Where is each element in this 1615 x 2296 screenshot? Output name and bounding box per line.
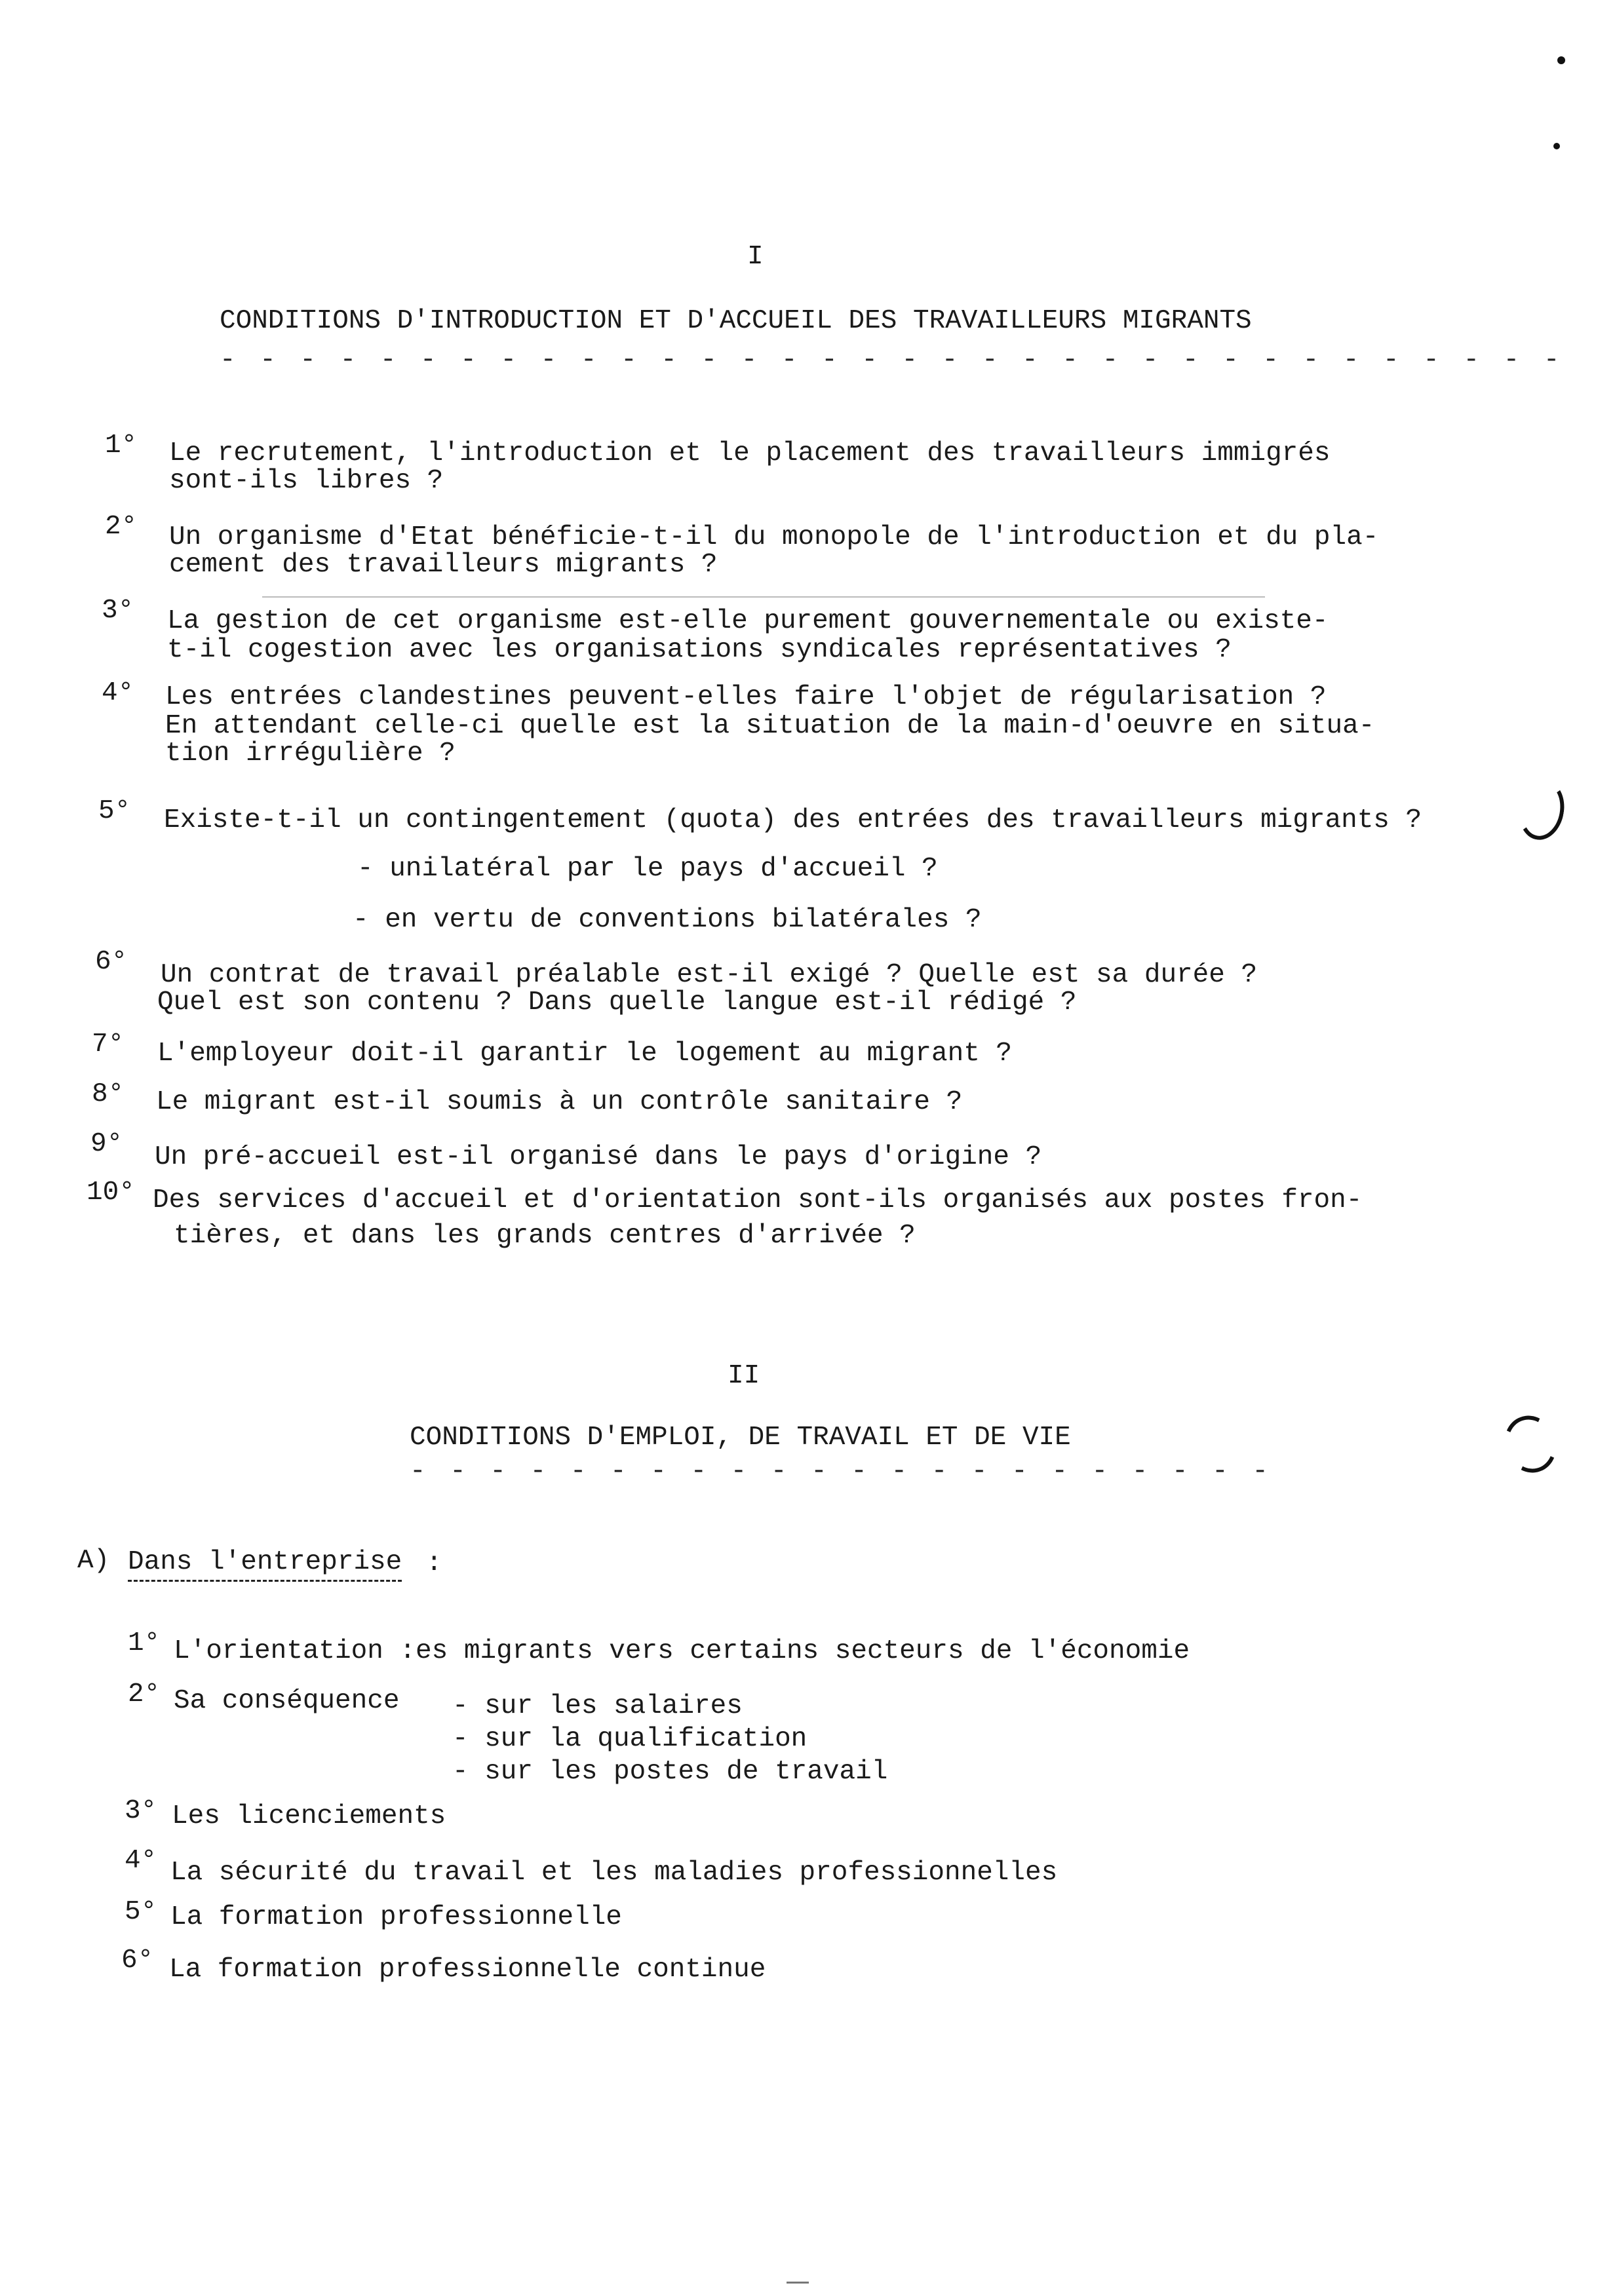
item-text-line: La sécurité du travail et les maladies professionnelles	[170, 1858, 1058, 1888]
item-text-line: L'orientation :es migrants vers certains secteurs de l'économie	[174, 1636, 1190, 1666]
item-text-line: En attendant celle-ci quelle est la situation de la main-d'oeuvre en situa-	[165, 711, 1375, 741]
item-text-line: La formation professionnelle continue	[169, 1955, 766, 1985]
scan-speck	[1557, 56, 1565, 64]
item-text-line: Existe-t-il un contingentement (quota) des entrées des travailleurs migrants ?	[164, 805, 1422, 835]
item-sub-line: - unilatéral par le pays d'accueil ?	[357, 854, 938, 884]
item-text-line: sont-ils libres ?	[169, 466, 444, 496]
item-number: 10°	[87, 1177, 135, 1208]
item-sub-line: - en vertu de conventions bilatérales ?	[353, 905, 982, 935]
subsection-colon: :	[426, 1548, 442, 1578]
item-number: 6°	[95, 947, 128, 977]
faint-bleed-line	[262, 596, 1265, 598]
section-1-heading-dashes: - - - - - - - - - - - - - - - - - - - - - - - - - - - - - - - - - -	[220, 345, 1564, 375]
section-1-heading: CONDITIONS D'INTRODUCTION ET D'ACCUEIL DES TRAVAILLEURS MIGRANTS	[220, 306, 1252, 336]
scan-speck	[1553, 143, 1560, 149]
item-number: 5°	[98, 796, 131, 826]
section-2-numeral: II	[728, 1361, 760, 1391]
item-sub-line: - sur la qualification	[452, 1724, 808, 1754]
item-number: 1°	[128, 1628, 161, 1658]
item-number: 7°	[92, 1029, 125, 1060]
item-text-line: La gestion de cet organisme est-elle purement gouvernementale ou existe-	[167, 606, 1329, 636]
punch-hole-mark	[1496, 1408, 1564, 1480]
item-text-line: Un organisme d'Etat bénéficie-t-il du monopole de l'introduction et du pla-	[169, 522, 1379, 552]
item-text-line: Les licenciements	[172, 1801, 446, 1831]
item-number: 5°	[125, 1897, 157, 1927]
item-text-line: tières, et dans les grands centres d'arrivée ?	[174, 1221, 916, 1251]
item-number: 3°	[102, 596, 134, 626]
item-text-line: cement des travailleurs migrants ?	[169, 550, 718, 580]
item-number: 4°	[125, 1846, 157, 1876]
item-text-line: tion irrégulière ?	[165, 738, 456, 769]
item-text-line: Un contrat de travail préalable est-il exigé ? Quelle est sa durée ?	[161, 960, 1258, 990]
punch-hole-mark	[1515, 776, 1569, 843]
item-number: 6°	[121, 1945, 154, 1976]
item-sub-line: - sur les salaires	[452, 1691, 743, 1721]
item-text-line: Le recrutement, l'introduction et le placement des travailleurs immigrés	[169, 438, 1331, 469]
item-number: 4°	[102, 678, 134, 708]
item-text-line: La formation professionnelle	[170, 1902, 622, 1932]
item-number: 8°	[92, 1079, 125, 1109]
section-2-heading: CONDITIONS D'EMPLOI, DE TRAVAIL ET DE VIE	[410, 1423, 1071, 1453]
item-number: 3°	[125, 1796, 157, 1826]
item-number: 2°	[105, 512, 138, 542]
item-text-line: Des services d'accueil et d'orientation sont-ils organisés aux postes fron-	[153, 1185, 1363, 1215]
item-text-line: Sa conséquence	[174, 1686, 400, 1716]
subsection-title: Dans l'entreprise	[128, 1549, 402, 1582]
item-text-line: Le migrant est-il soumis à un contrôle sanitaire ?	[156, 1087, 963, 1117]
item-text-line: Les entrées clandestines peuvent-elles faire l'objet de régularisation ?	[165, 682, 1327, 712]
item-number: 9°	[90, 1129, 123, 1159]
scan-speck	[787, 2282, 809, 2284]
section-1-numeral: I	[747, 242, 764, 272]
item-text-line: L'employeur doit-il garantir le logement au migrant ?	[157, 1039, 1013, 1069]
item-text-line: Un pré-accueil est-il organisé dans le pays d'origine ?	[155, 1142, 1042, 1172]
item-sub-line: - sur les postes de travail	[452, 1757, 888, 1787]
item-text-line: t-il cogestion avec les organisations syndicales représentatives ?	[167, 635, 1232, 665]
item-text-line: Quel est son contenu ? Dans quelle langue est-il rédigé ?	[157, 987, 1077, 1018]
item-number: 2°	[128, 1679, 161, 1710]
section-2-heading-dashes: - - - - - - - - - - - - - - - - - - - - - -	[410, 1457, 1272, 1487]
subsection-label: A)	[77, 1546, 110, 1576]
item-number: 1°	[105, 430, 138, 461]
